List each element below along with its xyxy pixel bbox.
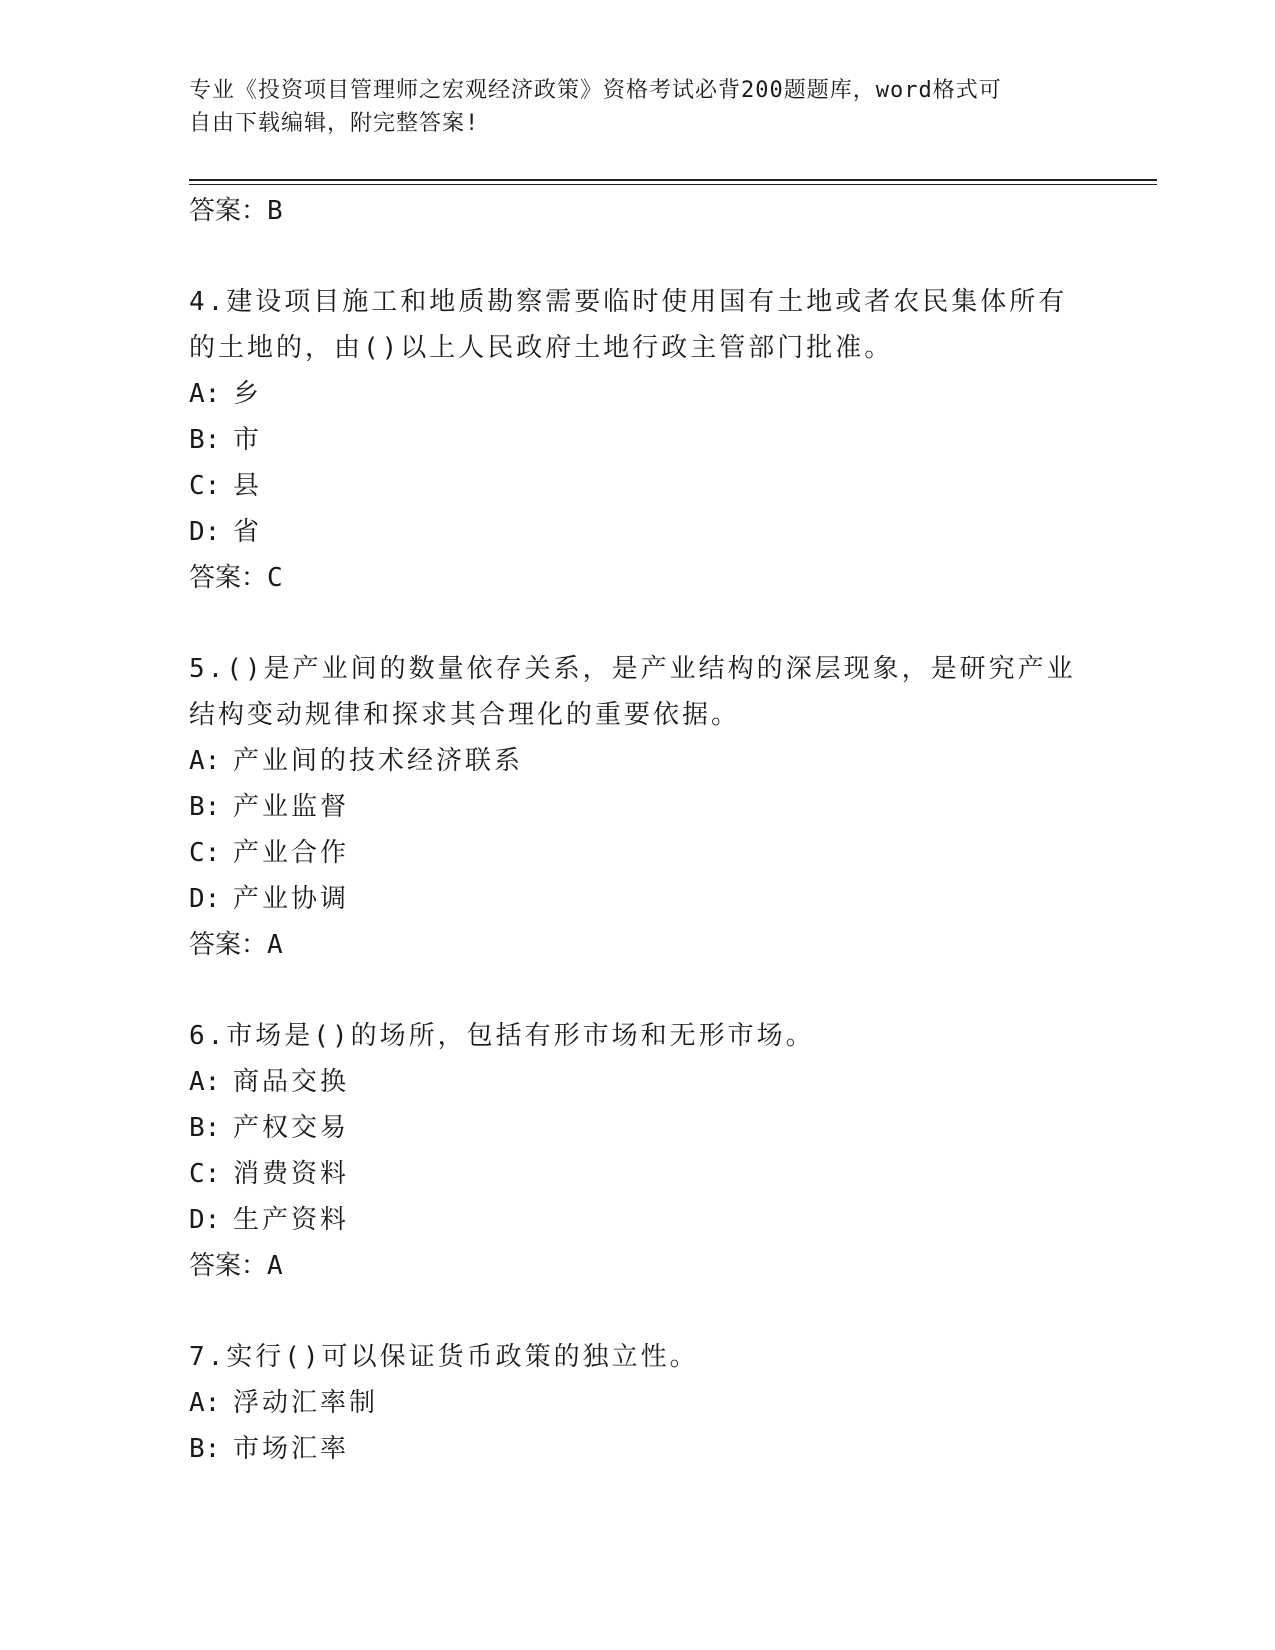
option-text: 市场汇率 [233, 1434, 350, 1464]
document-header [189, 74, 1069, 140]
option-letter: B: [189, 1113, 221, 1143]
question-5 [189, 646, 1089, 738]
option-text: 县 [233, 471, 263, 501]
option-b [189, 784, 1089, 830]
option-a [189, 371, 1089, 417]
option-d [189, 876, 1089, 922]
answer-line [189, 1243, 1089, 1289]
option-letter: A: [189, 379, 221, 409]
option-text: 省 [233, 517, 263, 547]
question-6 [189, 1013, 1089, 1059]
question-4 [189, 279, 1089, 371]
option-text: 生产资料 [233, 1205, 350, 1235]
option-text: 消费资料 [233, 1159, 350, 1189]
spacer [189, 968, 1089, 1013]
question-text-line: 6.市场是()的场所，包括有形市场和无形市场。 [189, 1021, 815, 1051]
option-text: 浮动汇率制 [233, 1388, 379, 1418]
option-d [189, 509, 1089, 555]
option-text: 产业合作 [233, 838, 350, 868]
option-letter: C: [189, 1159, 221, 1189]
option-letter: D: [189, 517, 221, 547]
option-letter: D: [189, 884, 221, 914]
option-letter: B: [189, 425, 221, 455]
option-b [189, 1426, 1089, 1472]
option-b [189, 417, 1089, 463]
question-text-line: 结构变动规律和探求其合理化的重要依据。 [189, 700, 741, 730]
option-text: 产业监督 [233, 792, 350, 822]
question-list [189, 188, 1089, 1472]
header-line-1: 专业《投资项目管理师之宏观经济政策》资格考试必背200题题库，word格式可 [189, 78, 1002, 103]
option-letter: C: [189, 471, 221, 501]
option-text: 商品交换 [233, 1067, 350, 1097]
option-text: 乡 [233, 379, 263, 409]
option-letter: B: [189, 1434, 221, 1464]
question-text-line: 5.()是产业间的数量依存关系，是产业结构的深层现象，是研究产业 [189, 654, 1076, 684]
spacer [189, 601, 1089, 646]
option-d [189, 1197, 1089, 1243]
answer-value: C [267, 563, 283, 593]
option-a [189, 1059, 1089, 1105]
option-letter: C: [189, 838, 221, 868]
header-divider-thick [189, 179, 1157, 181]
option-letter: B: [189, 792, 221, 822]
option-c [189, 463, 1089, 509]
header-divider-thin [189, 184, 1157, 185]
answer-label: 答案： [189, 930, 268, 960]
spacer [189, 234, 1089, 279]
answer-value: B [267, 196, 283, 226]
option-letter: A: [189, 1388, 221, 1418]
option-c [189, 1151, 1089, 1197]
option-b [189, 1105, 1089, 1151]
spacer [189, 1289, 1089, 1334]
answer-line [189, 555, 1089, 601]
answer-label: 答案： [189, 196, 268, 226]
question-text-line: 4.建设项目施工和地质勘察需要临时使用国有土地或者农民集体所有 [189, 287, 1068, 317]
answer-line [189, 188, 1089, 234]
question-text-line: 的土地的，由()以上人民政府土地行政主管部门批准。 [189, 333, 894, 363]
answer-value: A [267, 930, 283, 960]
answer-value: A [267, 1251, 283, 1281]
answer-line [189, 922, 1089, 968]
question-7 [189, 1334, 1089, 1380]
option-letter: A: [189, 746, 221, 776]
question-text-line: 7.实行()可以保证货币政策的独立性。 [189, 1342, 699, 1372]
option-letter: A: [189, 1067, 221, 1097]
option-text: 产权交易 [233, 1113, 350, 1143]
option-c [189, 830, 1089, 876]
answer-label: 答案： [189, 563, 268, 593]
option-letter: D: [189, 1205, 221, 1235]
option-a [189, 738, 1089, 784]
option-a [189, 1380, 1089, 1426]
option-text: 产业间的技术经济联系 [233, 746, 524, 776]
header-line-2: 自由下载编辑，附完整答案! [189, 111, 480, 136]
option-text: 产业协调 [233, 884, 350, 914]
option-text: 市 [233, 425, 263, 455]
answer-label: 答案： [189, 1251, 268, 1281]
